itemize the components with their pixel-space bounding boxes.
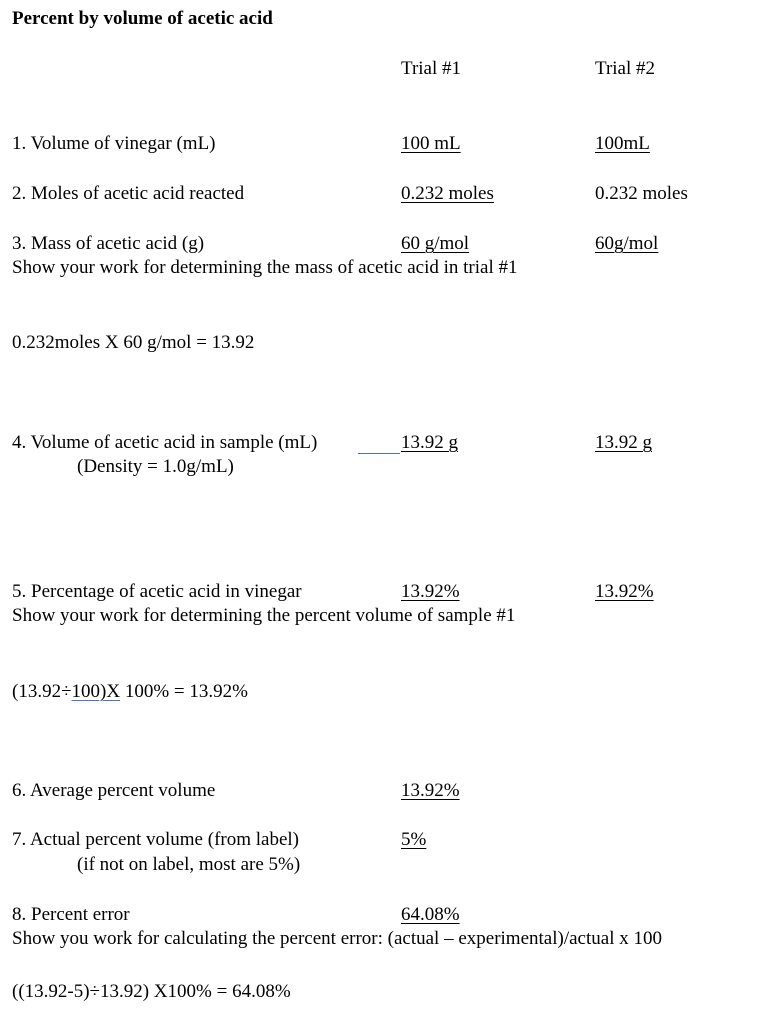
q4-sublabel: (Density = 1.0g/mL) — [77, 456, 234, 477]
q2-trial1-value: 0.232 moles — [401, 183, 494, 204]
q5-instruction: Show your work for determining the percent volume of sample #1 — [12, 605, 516, 626]
q4-trial1-value: 13.92 g — [401, 432, 458, 453]
q1-trial2-value: 100mL — [595, 133, 650, 154]
page-title: Percent by volume of acetic acid — [12, 8, 273, 29]
q5-label: 5. Percentage of acetic acid in vinegar — [12, 581, 302, 602]
q4-label: 4. Volume of acetic acid in sample (mL) — [12, 432, 318, 453]
q5-work-part3: 100% = 13.92% — [120, 681, 248, 702]
q7-label: 7. Actual percent volume (from label) — [12, 829, 300, 850]
q8-label: 8. Percent error — [12, 904, 130, 925]
q6-value: 13.92% — [401, 780, 460, 801]
trial1-header: Trial #1 — [401, 58, 462, 79]
q3-work: 0.232moles X 60 g/mol = 13.92 — [12, 332, 255, 353]
q5-trial1-value: 13.92% — [401, 581, 460, 602]
q8-work: ((13.92-5)÷13.92) X100% = 64.08% — [12, 981, 291, 1002]
q1-trial1-value: 100 mL — [401, 133, 461, 154]
q7-sublabel: (if not on label, most are 5%) — [77, 854, 301, 875]
q5-work-part1: (13.92÷ — [12, 681, 72, 702]
q1-label: 1. Volume of vinegar (mL) — [12, 133, 216, 154]
q5-trial2-value: 13.92% — [595, 581, 654, 602]
q5-work — [12, 682, 248, 701]
q8-instruction: Show you work for calculating the percent error: (actual – experimental)/actual x 100 — [12, 928, 662, 949]
q3-instruction: Show your work for determining the mass of acetic acid in trial #1 — [12, 257, 518, 278]
q2-trial2-value: 0.232 moles — [595, 183, 688, 204]
q4-blank-underline — [358, 453, 400, 454]
q5-work-part2: 100)X — [71, 681, 121, 702]
q8-value: 64.08% — [401, 904, 460, 925]
q7-value: 5% — [401, 829, 427, 850]
q3-trial1-value: 60 g/mol — [401, 233, 470, 254]
trial2-header: Trial #2 — [595, 58, 656, 79]
q2-label: 2. Moles of acetic acid reacted — [12, 183, 245, 204]
q4-trial2-value: 13.92 g — [595, 432, 652, 453]
q6-label: 6. Average percent volume — [12, 780, 216, 801]
q3-trial2-value: 60g/mol — [595, 233, 659, 254]
q3-label: 3. Mass of acetic acid (g) — [12, 233, 205, 254]
